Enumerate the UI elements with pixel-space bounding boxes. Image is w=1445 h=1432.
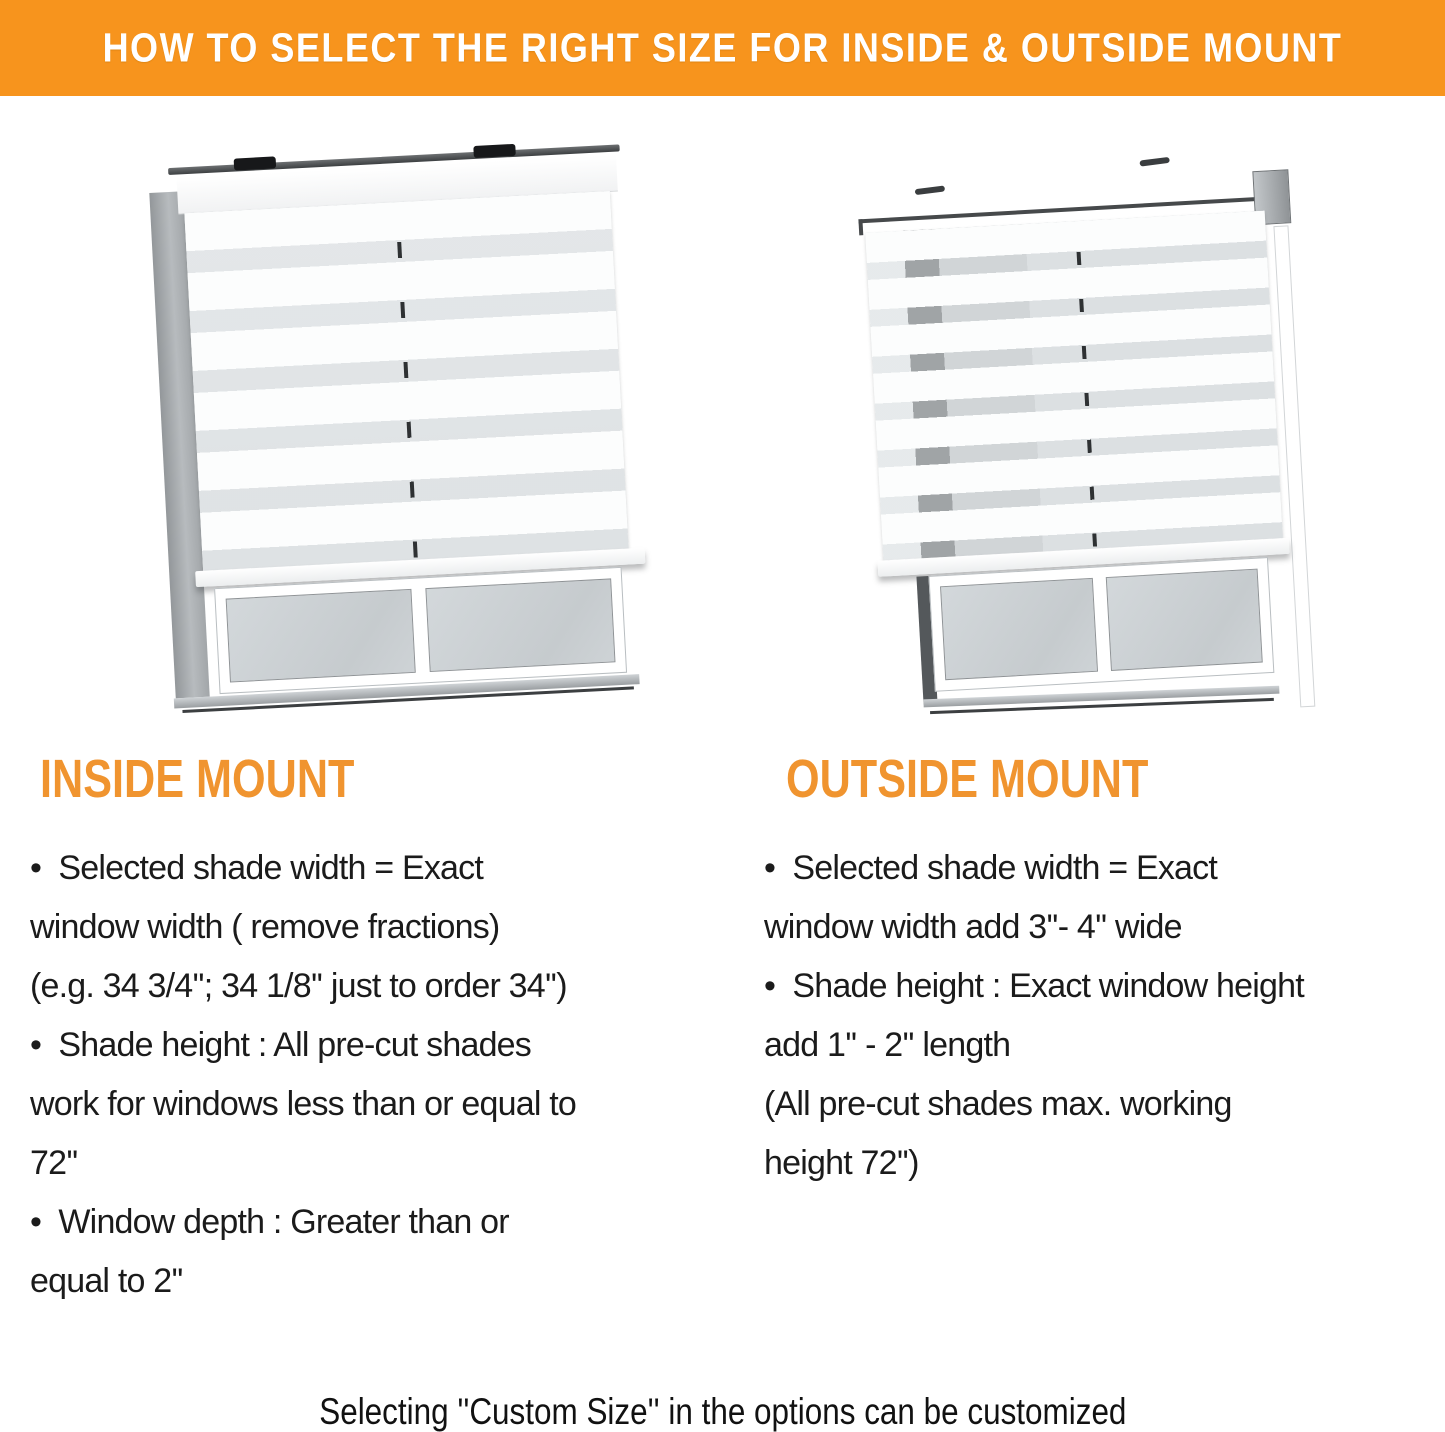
- instruction-line: 72'': [30, 1144, 78, 1182]
- outside-mount-illustration: [866, 152, 1342, 760]
- inside-mount-instructions: [30, 839, 730, 1311]
- zebra-blind-stripes: [865, 211, 1283, 561]
- window-mullion-ticks: [395, 202, 418, 560]
- instruction-line: • Shade height : All pre-cut shades: [30, 1026, 531, 1064]
- window-mullion-ticks: [1075, 221, 1097, 549]
- mounting-bracket-left: [234, 156, 277, 170]
- inside-mount-heading: INSIDE MOUNT: [40, 749, 355, 809]
- outside-mount-heading: OUTSIDE MOUNT: [786, 749, 1149, 809]
- instruction-line: (e.g. 34 3/4''; 34 1/8'' just to order 34''): [30, 967, 567, 1005]
- instruction-line: add 1'' - 2'' length: [764, 1026, 1011, 1064]
- custom-size-note: Selecting ''Custom Size'' in the options can be customized: [318, 1391, 1127, 1432]
- wall-screw-mark-left: [915, 185, 946, 195]
- instruction-line: window width ( remove fractions): [30, 908, 500, 946]
- instruction-line: work for windows less than or equal to: [30, 1085, 576, 1123]
- footer-note-row: [0, 1391, 1445, 1432]
- instruction-line: • Selected shade width = Exact: [30, 849, 483, 887]
- glass-pane-left: [226, 589, 416, 683]
- header-banner: [0, 0, 1445, 96]
- instruction-line: • Window depth : Greater than or: [30, 1203, 509, 1241]
- inside-mount-illustration: [158, 146, 652, 712]
- instruction-line: equal to 2'': [30, 1262, 183, 1300]
- outside-mount-illustration-body: [849, 139, 1358, 773]
- glass-pane-right: [425, 578, 615, 672]
- instruction-line: window width add 3''- 4'' wide: [764, 908, 1182, 946]
- wall-screw-mark-right: [1139, 157, 1170, 167]
- instruction-line: (All pre-cut shades max. working: [764, 1085, 1232, 1123]
- lower-window-panes: [214, 567, 627, 694]
- inside-mount-illustration-body: [144, 133, 667, 724]
- glass-pane-left: [940, 578, 1098, 680]
- instruction-line: • Shade height : Exact window height: [764, 967, 1304, 1005]
- lower-window-panes: [928, 557, 1274, 692]
- mounting-bracket-right: [473, 144, 516, 158]
- banner-title: HOW TO SELECT THE RIGHT SIZE FOR INSIDE & OUTSIDE MOUNT: [102, 24, 1343, 71]
- outside-mount-instructions: [764, 839, 1434, 1193]
- zebra-blind-stripes: [184, 191, 628, 571]
- window-frame-right-jamb: [1273, 225, 1315, 707]
- glass-pane-right: [1105, 569, 1263, 671]
- instruction-line: height 72''): [764, 1144, 919, 1182]
- instruction-line: • Selected shade width = Exact: [764, 849, 1217, 887]
- wall-mount-bracket-end: [858, 219, 863, 235]
